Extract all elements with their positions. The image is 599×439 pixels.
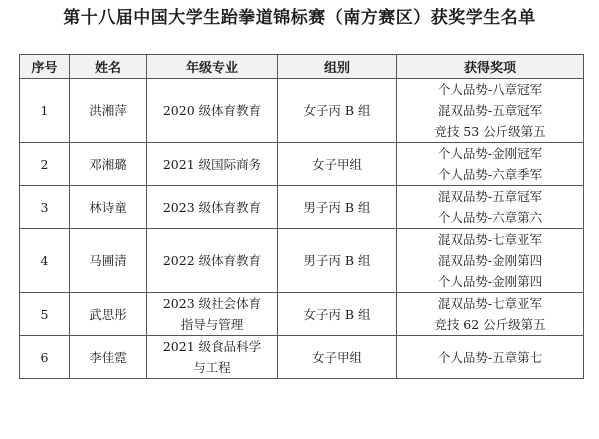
student-name-cell: 李佳霓 (70, 336, 147, 379)
award-winners-table (19, 54, 584, 379)
major-line: 与工程 (193, 360, 231, 375)
award-item: 混双品势-金刚第四 (437, 253, 543, 268)
group-cell: 女子丙 B 组 (278, 79, 397, 143)
major-line: 2020 级体育教育 (162, 103, 262, 118)
student-name-cell: 邓湘璐 (70, 143, 147, 186)
award-item: 个人品势-金刚冠军 (437, 146, 543, 161)
major-cell (147, 229, 278, 293)
award-item: 个人品势-六章季军 (437, 167, 543, 182)
row-index-cell: 6 (20, 336, 70, 379)
header-group: 组别 (278, 55, 397, 79)
table-row (20, 79, 584, 143)
group-cell: 女子甲组 (278, 336, 397, 379)
student-name-cell: 马圃清 (70, 229, 147, 293)
header-awards: 获得奖项 (397, 55, 584, 79)
row-index-cell: 1 (20, 79, 70, 143)
table-row (20, 293, 584, 336)
major-line: 2022 级体育教育 (162, 253, 262, 268)
awards-cell (397, 143, 584, 186)
award-item: 竞技 62 公斤级第五 (434, 317, 546, 332)
major-line: 2023 级社会体育 (162, 296, 262, 311)
major-line: 指导与管理 (180, 317, 244, 332)
header-index: 序号 (20, 55, 70, 79)
row-index-cell: 2 (20, 143, 70, 186)
group-cell: 男子丙 B 组 (278, 229, 397, 293)
group-cell: 女子甲组 (278, 143, 397, 186)
row-index-cell: 3 (20, 186, 70, 229)
awards-cell (397, 79, 584, 143)
major-cell (147, 79, 278, 143)
row-index-cell: 5 (20, 293, 70, 336)
table-row (20, 229, 584, 293)
award-item: 个人品势-五章第七 (437, 349, 543, 365)
major-cell (147, 293, 278, 336)
table-header-row (20, 55, 584, 79)
awards-cell (397, 293, 584, 336)
major-cell (147, 143, 278, 186)
document-title: 第十八届中国大学生跆拳道锦标赛（南方赛区）获奖学生名单 (63, 8, 536, 28)
awards-cell (397, 229, 584, 293)
award-item: 混双品势-五章冠军 (437, 103, 543, 118)
awards-cell (397, 186, 584, 229)
header-major: 年级专业 (147, 55, 278, 79)
row-index-cell: 4 (20, 229, 70, 293)
award-item: 个人品势-八章冠军 (437, 82, 543, 97)
major-line: 2023 级体育教育 (162, 199, 262, 215)
major-cell (147, 186, 278, 229)
awards-cell (397, 336, 584, 379)
group-cell: 女子丙 B 组 (278, 293, 397, 336)
table-row (20, 186, 584, 229)
major-line: 2021 级国际商务 (162, 156, 262, 172)
table-body (20, 79, 584, 379)
table-row (20, 143, 584, 186)
major-cell (147, 336, 278, 379)
student-name-cell: 林诗童 (70, 186, 147, 229)
group-cell: 男子丙 B 组 (278, 186, 397, 229)
award-item: 竞技 53 公斤级第五 (434, 124, 546, 139)
table-row (20, 336, 584, 379)
major-line: 2021 级食品科学 (162, 339, 262, 354)
award-item: 混双品势-七章亚军 (437, 232, 543, 247)
header-name: 姓名 (70, 55, 147, 79)
award-item: 个人品势-金刚第四 (437, 274, 543, 289)
award-item: 个人品势-六章第六 (437, 210, 543, 225)
award-item: 混双品势-五章冠军 (437, 189, 543, 204)
student-name-cell: 洪湘萍 (70, 79, 147, 143)
award-item: 混双品势-七章亚军 (437, 296, 543, 311)
student-name-cell: 武思彤 (70, 293, 147, 336)
